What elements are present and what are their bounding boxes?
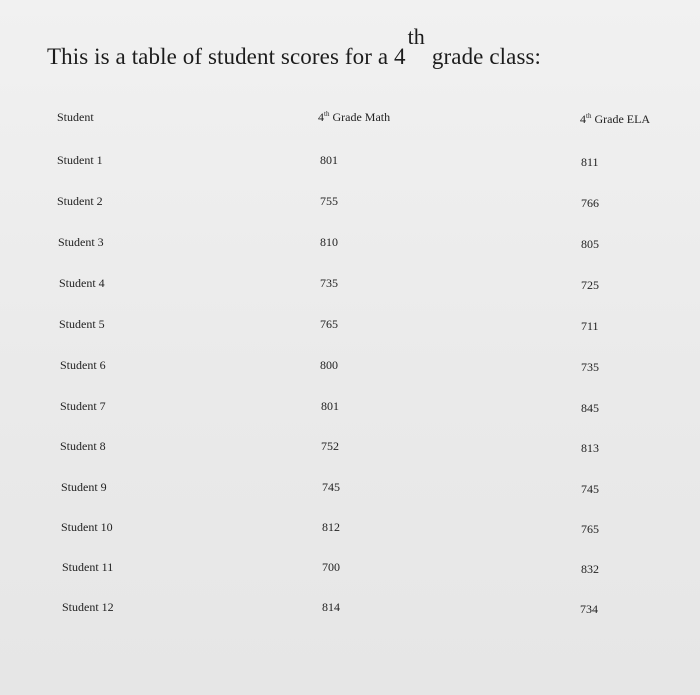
math-score: 765: [320, 317, 338, 331]
ela-score: 725: [581, 278, 599, 292]
page-title: [47, 24, 542, 70]
header-math: [318, 110, 390, 125]
ela-score: 813: [581, 441, 599, 455]
title-superscript: th: [407, 24, 425, 49]
table-row: [0, 317, 700, 337]
header-ela-superscript: th: [586, 112, 592, 120]
math-score: 814: [322, 600, 340, 614]
math-score: 745: [322, 480, 340, 494]
ela-score: 811: [581, 155, 599, 169]
table-row: [0, 480, 700, 500]
ela-score: 805: [581, 237, 599, 251]
table-row: [0, 560, 700, 580]
math-score: 801: [320, 153, 338, 167]
header-math-number: 4: [318, 110, 324, 124]
student-name: Student 9: [61, 480, 107, 494]
math-score: 755: [320, 194, 338, 208]
table-row: [0, 439, 700, 459]
table-row: [0, 399, 700, 419]
table-row: [0, 194, 700, 214]
ela-score: 766: [581, 196, 599, 210]
table-row: [0, 153, 700, 173]
student-name: Student 3: [58, 235, 104, 249]
student-name: Student 12: [62, 600, 114, 614]
math-score: 735: [320, 276, 338, 290]
math-score: 801: [321, 399, 339, 413]
title-text: This is a table of student scores for a 4: [47, 44, 406, 69]
student-name: Student 6: [60, 358, 106, 372]
table-header: [0, 110, 700, 130]
header-ela-number: 4: [580, 112, 586, 126]
student-name: Student 10: [61, 520, 113, 534]
student-name: Student 11: [62, 560, 114, 574]
ela-score: 735: [581, 360, 599, 374]
ela-score: 845: [581, 401, 599, 415]
math-score: 810: [320, 235, 338, 249]
table-row: [0, 520, 700, 540]
header-math-label: Grade Math: [329, 110, 391, 124]
table-row: [0, 358, 700, 378]
header-ela-label: Grade ELA: [591, 112, 651, 126]
title-text-end: grade class:: [431, 44, 542, 69]
ela-score: 745: [581, 482, 599, 496]
math-score: 752: [321, 439, 339, 453]
student-name: Student 1: [57, 153, 103, 167]
student-name: Student 8: [60, 439, 106, 453]
math-score: 700: [322, 560, 340, 574]
table-row: [0, 600, 700, 620]
student-name: Student 5: [59, 317, 105, 331]
header-math-superscript: th: [324, 110, 330, 118]
math-score: 812: [322, 520, 340, 534]
student-name: Student 2: [57, 194, 103, 208]
ela-score: 734: [580, 602, 598, 616]
ela-score: 711: [581, 319, 599, 333]
table-row: [0, 276, 700, 296]
ela-score: 832: [581, 562, 599, 576]
ela-score: 765: [581, 522, 599, 536]
table-row: [0, 235, 700, 255]
header-ela: [580, 112, 650, 127]
student-name: Student 4: [59, 276, 105, 290]
student-name: Student 7: [60, 399, 106, 413]
header-student: Student: [57, 110, 94, 124]
math-score: 800: [320, 358, 338, 372]
